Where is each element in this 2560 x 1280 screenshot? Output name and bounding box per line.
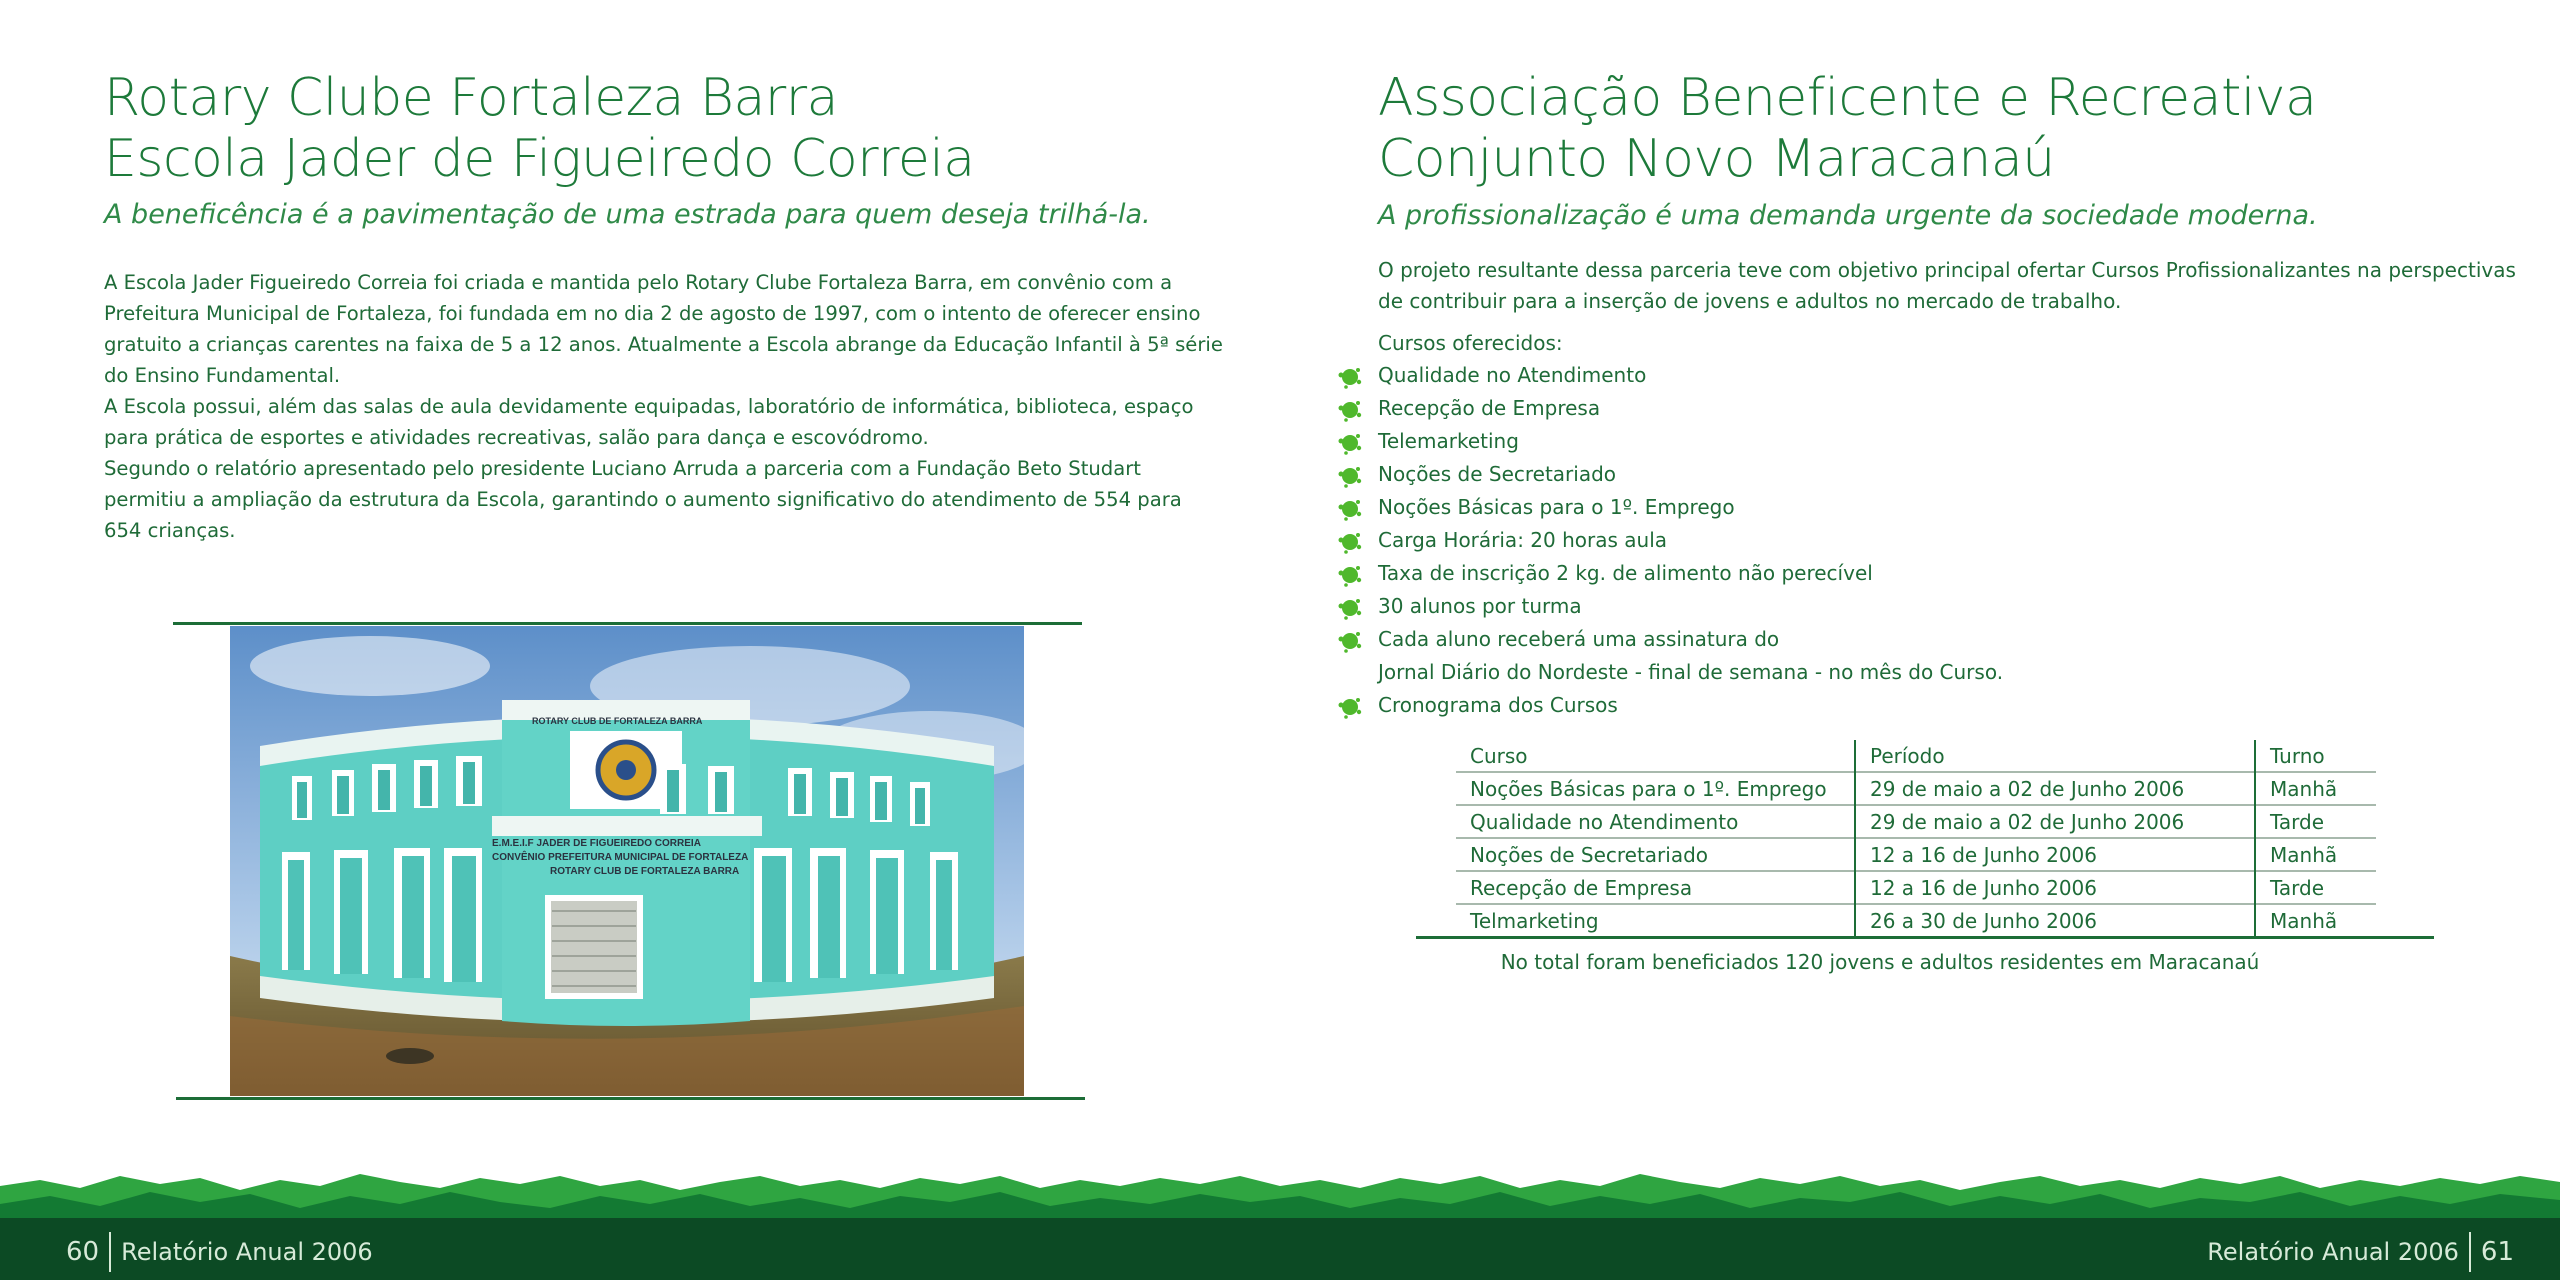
green-splat-bullet-icon	[1338, 629, 1362, 653]
list-item	[1338, 590, 2003, 623]
intro-paragraph: O projeto resultante dessa parceria teve com objetivo principal ofertar Cursos Profissionalizantes na perspectivas de contribuir para a inserção de jovens e adultos no mercado de trabalho.	[1378, 258, 2516, 313]
cell-turno: Manhã	[2255, 904, 2376, 938]
footer-right-label: Relatório Anual 2006	[2207, 1238, 2459, 1266]
list-item	[1338, 425, 2003, 458]
cell-curso: Recepção de Empresa	[1456, 871, 1855, 904]
courses-bullet-list	[1338, 359, 2003, 722]
cell-curso: Noções Básicas para o 1º. Emprego	[1456, 772, 1855, 805]
table-row	[1416, 871, 2434, 904]
green-splat-bullet-icon	[1338, 464, 1362, 488]
bullet-text: Cronograma dos Cursos	[1378, 693, 1618, 717]
bullet-text: Carga Horária: 20 horas aula	[1378, 528, 1668, 552]
cell-turno: Tarde	[2255, 805, 2376, 838]
list-item	[1338, 491, 2003, 524]
cell-curso: Telmarketing	[1456, 904, 1855, 938]
footer-divider	[109, 1232, 111, 1272]
table-row	[1416, 904, 2434, 938]
list-item	[1338, 392, 2003, 425]
bullet-text: Taxa de inscrição 2 kg. de alimento não perecível	[1378, 561, 1873, 585]
cell-periodo: 29 de maio a 02 de Junho 2006	[1855, 805, 2255, 838]
footer-right	[2207, 1232, 2514, 1272]
cell-periodo: 29 de maio a 02 de Junho 2006	[1855, 772, 2255, 805]
sign-convenio: CONVÊNIO PREFEITURA MUNICIPAL DE FORTALEZA	[492, 852, 749, 863]
cell-turno: Manhã	[2255, 772, 2376, 805]
right-title-line-1: Associação Beneficente e Recreativa	[1378, 68, 2317, 128]
list-item	[1338, 623, 2003, 689]
left-paragraph-2: A Escola possui, além das salas de aula devidamente equipadas, laboratório de informática, biblioteca, espaço para prática de esportes e atividades recreativas, salão para dança e escovódromo.	[104, 395, 1194, 449]
photo-top-rule	[173, 622, 1082, 625]
bullet-text: Cada aluno receberá uma assinatura do	[1378, 627, 1780, 651]
green-grass-band	[0, 1168, 2560, 1280]
left-page	[0, 0, 1280, 1180]
green-splat-bullet-icon	[1338, 497, 1362, 521]
green-splat-bullet-icon	[1338, 365, 1362, 389]
table-row	[1416, 805, 2434, 838]
sign-rotary-club: ROTARY CLUB DE FORTALEZA BARRA	[532, 716, 703, 726]
bullet-text-continuation: Jornal Diário do Nordeste - final de semana - no mês do Curso.	[1378, 660, 2004, 684]
cell-curso: Qualidade no Atendimento	[1456, 805, 1855, 838]
sign-rotary-line: ROTARY CLUB DE FORTALEZA BARRA	[550, 866, 740, 877]
left-paragraph-1: A Escola Jader Figueiredo Correia foi criada e mantida pelo Rotary Clube Fortaleza Barra, em convênio com a Prefeitura Municipal de Fortaleza, foi fundada em no dia 2 de agosto de 1997, com o intento de oferecer ensino gratuito a crianças carentes na faixa de 5 a 12 anos. Atualmente a Escola abrange da Educação Infantil à 5ª série do Ensino Fundamental.	[104, 271, 1223, 387]
bullet-text: Recepção de Empresa	[1378, 396, 1601, 420]
table-header-row	[1416, 740, 2434, 772]
cell-periodo: 26 a 30 de Junho 2006	[1855, 904, 2255, 938]
green-splat-bullet-icon	[1338, 530, 1362, 554]
footer-divider	[2469, 1232, 2471, 1272]
header-curso: Curso	[1470, 743, 1528, 768]
course-schedule-table	[1416, 740, 2434, 939]
footer-left	[66, 1232, 373, 1272]
bullet-text: Qualidade no Atendimento	[1378, 363, 1647, 387]
left-page-title	[104, 68, 975, 190]
bullet-text: 30 alunos por turma	[1378, 594, 1582, 618]
green-splat-bullet-icon	[1338, 596, 1362, 620]
header-turno: Turno	[2255, 740, 2376, 772]
sign-school-name: E.M.E.I.F JADER DE FIGUEIREDO CORREIA	[492, 838, 701, 849]
right-intro-text	[1378, 255, 2518, 317]
list-item	[1338, 359, 2003, 392]
cell-turno: Manhã	[2255, 838, 2376, 871]
cell-curso: Noções de Secretariado	[1456, 838, 1855, 871]
list-item	[1338, 557, 2003, 590]
cell-turno: Tarde	[2255, 871, 2376, 904]
cell-periodo: 12 a 16 de Junho 2006	[1855, 871, 2255, 904]
header-periodo: Período	[1855, 740, 2255, 772]
left-body-text	[104, 267, 1224, 546]
bullet-text: Noções Básicas para o 1º. Emprego	[1378, 495, 1735, 519]
list-item	[1338, 458, 2003, 491]
left-page-number: 60	[66, 1237, 100, 1267]
footer-left-label: Relatório Anual 2006	[121, 1238, 373, 1266]
page-footer	[0, 1180, 2560, 1280]
cell-periodo: 12 a 16 de Junho 2006	[1855, 838, 2255, 871]
left-title-line-1: Rotary Clube Fortaleza Barra	[104, 68, 838, 128]
green-splat-bullet-icon	[1338, 695, 1362, 719]
left-page-subtitle: A beneficência é a pavimentação de uma estrada para quem deseja trilhá-la.	[104, 199, 1151, 230]
green-splat-bullet-icon	[1338, 398, 1362, 422]
bullet-text: Noções de Secretariado	[1378, 462, 1617, 486]
right-page	[1280, 0, 2560, 1180]
left-paragraph-3: Segundo o relatório apresentado pelo presidente Luciano Arruda a parceria com a Fundação Beto Studart permitiu a ampliação da estrutura da Escola, garantindo o aumento significativo do atendimento de 554 para 654 crianças.	[104, 457, 1182, 542]
bullet-text: Telemarketing	[1378, 429, 1519, 453]
green-splat-bullet-icon	[1338, 431, 1362, 455]
left-title-line-2: Escola Jader de Figueiredo Correia	[104, 129, 975, 189]
school-building-photo	[230, 626, 1024, 1096]
right-page-title	[1378, 68, 2316, 190]
courses-offered-label: Cursos oferecidos:	[1378, 331, 1563, 355]
list-item	[1338, 689, 2003, 722]
table-row	[1416, 838, 2434, 871]
list-item	[1338, 524, 2003, 557]
right-page-number: 61	[2480, 1237, 2514, 1267]
green-splat-bullet-icon	[1338, 563, 1362, 587]
table-row	[1416, 772, 2434, 805]
right-title-line-2: Conjunto Novo Maracanaú	[1378, 129, 2055, 189]
photo-bottom-rule	[176, 1097, 1085, 1100]
right-page-subtitle: A profissionalização é uma demanda urgente da sociedade moderna.	[1378, 200, 2318, 231]
total-beneficiaries-note: No total foram beneficiados 120 jovens e adultos residentes em Maracanaú	[1500, 950, 2260, 974]
